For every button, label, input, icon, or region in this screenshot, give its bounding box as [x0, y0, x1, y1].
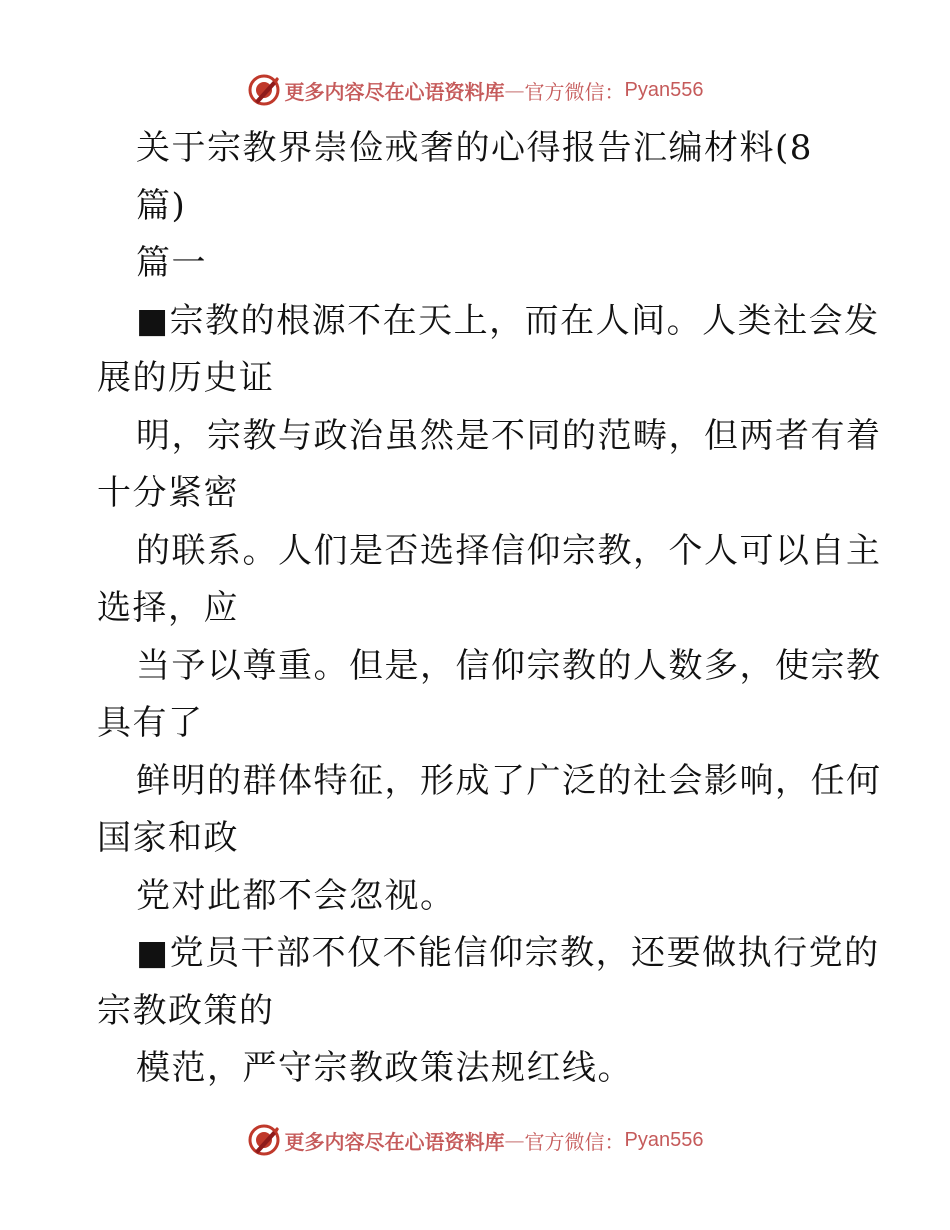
section-heading: 篇一	[136, 243, 207, 283]
banner-wechat-id: Pyan556	[624, 1128, 704, 1151]
paragraph-line: 的联系。人们是否选择信仰宗教，个人可以自主	[136, 530, 882, 571]
document-body	[97, 120, 882, 1098]
pen-logo-icon	[247, 1123, 281, 1157]
banner-separator: —	[504, 78, 525, 102]
paragraph-line: 党对此都不会忽视。	[136, 875, 456, 916]
paragraph-line: 鲜明的群体特征，形成了广泛的社会影响，任何	[136, 760, 882, 801]
banner-wechat-label: 官方微信：	[524, 1129, 625, 1154]
banner-wechat-label: 官方微信：	[524, 79, 625, 104]
paragraph-line: 当予以尊重。但是，信仰宗教的人数多，使宗教	[136, 645, 882, 686]
banner-text: 更多内容尽在心语资料库	[284, 1129, 505, 1154]
paragraph-line: ■宗教的根源不在天上，而在人间。人类社会发	[136, 300, 880, 341]
document-title-continued: 篇)	[136, 185, 187, 226]
footer-banner	[0, 1120, 950, 1160]
document-title: 关于宗教界崇俭戒奢的心得报告汇编材料(8	[136, 128, 813, 168]
banner-wechat-id: Pyan556	[624, 78, 704, 101]
banner-text: 更多内容尽在心语资料库	[284, 79, 505, 104]
paragraph-line: 模范，严守宗教政策法规红线。	[136, 1048, 633, 1088]
paragraph-line: 宗教政策的	[97, 990, 275, 1031]
paragraph-line: 展的历史证	[97, 358, 275, 398]
paragraph-line: 选择，应	[97, 588, 239, 628]
banner-separator: —	[504, 1128, 525, 1152]
paragraph-line: 明，宗教与政治虽然是不同的范畴，但两者有着	[136, 415, 882, 456]
paragraph-line: 具有了	[97, 703, 204, 743]
header-banner	[0, 70, 950, 110]
paragraph-line: ■党员干部不仅不能信仰宗教，还要做执行党的	[136, 933, 880, 973]
pen-logo-icon	[247, 73, 281, 107]
paragraph-line: 十分紧密	[97, 473, 239, 513]
paragraph-line: 国家和政	[97, 818, 239, 858]
